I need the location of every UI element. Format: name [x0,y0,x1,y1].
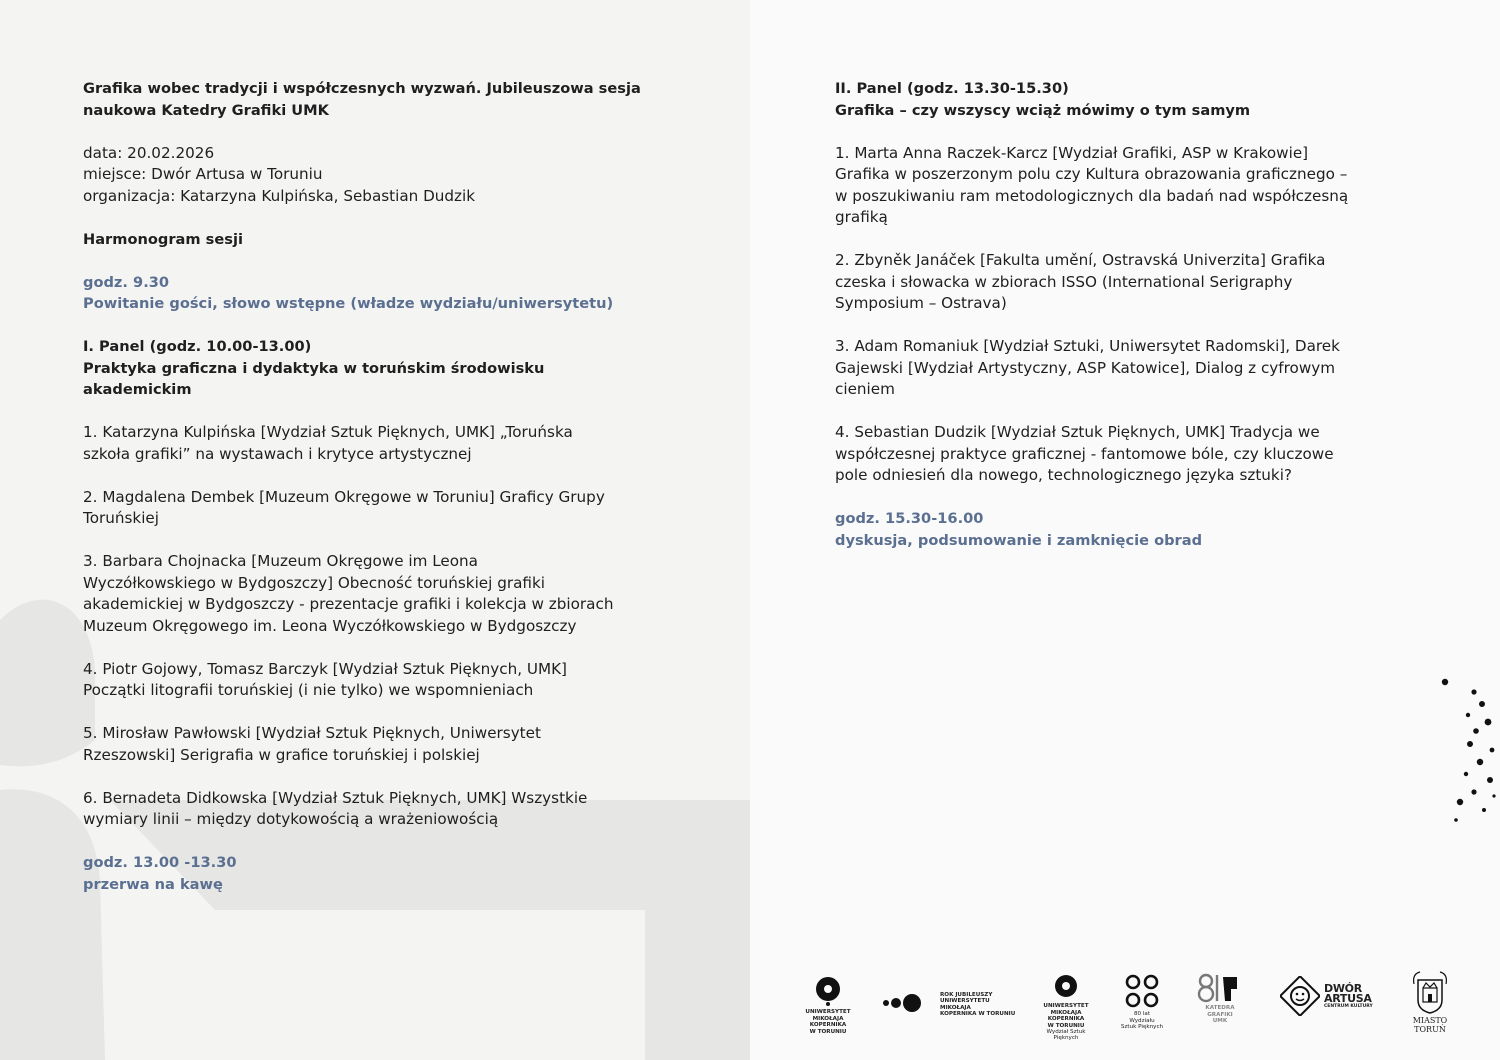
talk-item: 3. Adam Romaniuk [Wydział Sztuki, Uniwersytet Radomski], Darek Gajewski [Wydział Artystyczny, ASP Katowice], Dialog z cyfrowym cieniem [835,337,1340,398]
break-text: przerwa na kawę [83,875,223,893]
katedra-grafiki-logo: KATEDRA GRAFIKI UMK [1194,973,1246,1025]
talk-item: 6. Bernadeta Didkowska [Wydział Sztuk Pięknych, UMK] Wszystkie wymiary linii – między dotykowością a wrażeniowością [83,788,588,828]
schedule-heading: Harmonogram sesji [83,230,243,248]
talk-item: 5. Mirosław Pawłowski [Wydział Sztuk Pięknych, Uniwersytet Rzeszowski] Serigrafia w grafice toruńskiej i polskiej [83,724,541,764]
session-date: data: 20.02.2026 [83,143,215,162]
welcome-text: Powitanie gości, słowo wstępne (władze wydziału/uniwersytetu) [83,295,614,312]
dwor-artusa-logo: DWÓR ARTUSA CENTRUM KULTURY [1280,976,1380,1016]
welcome-time: godz. 9.30 [83,273,170,291]
katedra-80-mark-icon [1197,973,1243,1003]
session-title: Grafika wobec tradycji i współczesnych wyzwań. Jubileuszowa sesja naukowa Katedry Grafiki UMK [83,80,641,119]
umk-emblem-icon [813,975,843,1007]
partner-logos [800,970,1480,1040]
panel2-heading: II. Panel (godz. 13.30-15.30) [835,80,1069,97]
break-time: godz. 13.00 -13.30 [83,854,237,871]
panel1-header: I. Panel (godz. 10.00-13.00) Praktyka graficzna i dydaktyka w toruńskim środowisku akademickim [83,336,683,401]
talk-item: 2. Zbyněk Janáček [Fakulta umění, Ostravská Univerzita] Grafika czeska i słowacka w zbiorach ISSO (International Serigraphy Symposium – Ostrava) [835,251,1326,312]
session-place: miejsce: Dwór Artusa w Toruniu [83,165,323,183]
talk-item: 1. Marta Anna Raczek-Karcz [Wydział Grafiki, ASP w Krakowie] Grafika w poszerzonym polu czy Kultura obrazowania graficznego – w poszukiwaniu ram metodologicznych dla badań nad współczesną grafiką [835,143,1349,226]
umk-wsp-emblem-icon [1052,973,1080,1001]
welcome-block [83,272,683,315]
wsp-80-circles-icon [1124,973,1160,1009]
right-column [835,78,1420,573]
closing-text: dyskusja, podsumowanie i zamknięcie obrad [835,531,1203,549]
session-organizers: organizacja: Katarzyna Kulpińska, Sebastian Dudzik [83,186,476,205]
torun-coat-of-arms-icon [1412,970,1448,1014]
umk-logo: UNIWERSYTET MIKOŁAJA KOPERNIKA W TORUNIU [800,975,856,1035]
left-column [83,78,683,917]
talk-item: 4. Sebastian Dudzik [Wydział Sztuk Pięknych, UMK] Tradycja we współczesnej praktyce graficznej - fantomowe bóle, czy kluczowe pole odniesień dla nowego, technologicznego języka sztuki? [835,423,1334,484]
miasto-torun-logo: MIASTO TORUŃ [1406,970,1454,1034]
wsp-80-logo: 80 lat Wydziału Sztuk Pięknych [1118,973,1166,1031]
ink-splatter-decoration [1430,670,1500,830]
jubilee-logo: ROK JUBILEUSZY UNIWERSYTETU MIKOŁAJA KOPERNIKA W TORUNIU [882,992,1022,1018]
umk-wsp-logo: UNIWERSYTET MIKOŁAJA KOPERNIKA W TORUNIU Wydział Sztuk Pięknych [1036,973,1096,1042]
break-block [83,852,683,895]
talk-item: 3. Barbara Chojnacka [Muzeum Okręgowe im Leona Wyczółkowskiego w Bydgoszczy] Obecność toruńskiej grafiki akademickiej w Bydgoszczy - prezentacje grafiki i kolekcja w zbiorach Muzeum Okręgowego im. Leona Wyczółkowskiego w Bydgoszczy [83,552,614,635]
closing-block [835,508,1420,551]
panel1-heading: I. Panel (godz. 10.00-13.00) [83,338,312,355]
panel2-title: Grafika – czy wszyscy wciąż mówimy o tym samym [835,101,1251,119]
jubilee-dots-icon [882,992,934,1014]
talk-item: 2. Magdalena Dembek [Muzeum Okręgowe w Toruniu] Graficy Grupy Toruńskiej [83,487,605,527]
talk-item: 1. Katarzyna Kulpińska [Wydział Sztuk Pięknych, UMK] „Toruńska szkoła grafiki” na wystawach i krytyce artystycznej [83,423,573,463]
talk-item: 4. Piotr Gojowy, Tomasz Barczyk [Wydział Sztuk Pięknych, UMK] Początki litografii toruńskiej (i nie tylko) we wspomnieniach [83,659,567,699]
closing-time: godz. 15.30-16.00 [835,510,984,527]
session-details [83,143,683,208]
panel2-header [835,78,1420,121]
artus-lion-emblem-icon [1280,976,1320,1016]
